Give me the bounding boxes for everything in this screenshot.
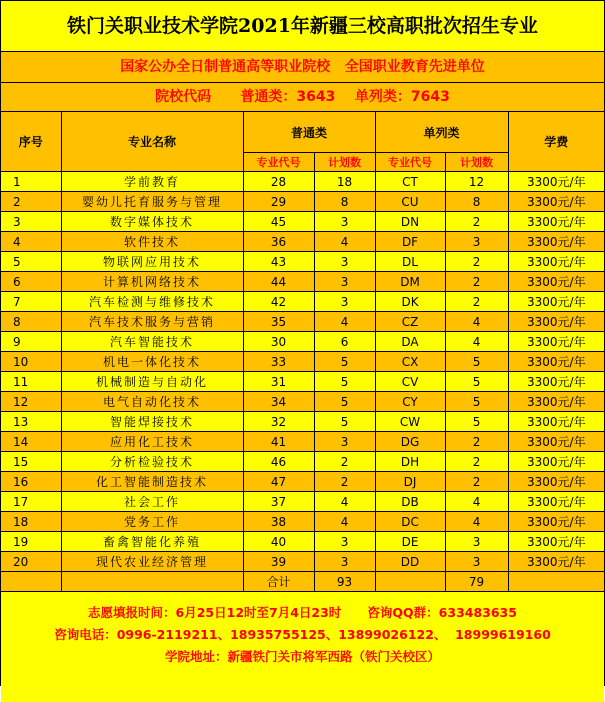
- row-regular-plan: 3: [314, 252, 375, 272]
- row-fee: 3300元/年: [508, 192, 604, 212]
- table-row: [1, 412, 604, 432]
- table-row: [1, 172, 604, 192]
- row-fee: 3300元/年: [508, 292, 604, 312]
- table-row: [1, 512, 604, 532]
- table-row: [1, 372, 604, 392]
- row-fee: 3300元/年: [508, 172, 604, 192]
- row-regular-code: 38: [243, 512, 314, 532]
- row-major-name: 智能焊接技术: [61, 412, 243, 432]
- row-regular-code: 39: [243, 552, 314, 572]
- row-single-code: DN: [375, 212, 445, 232]
- row-regular-plan: 18: [314, 172, 375, 192]
- row-single-plan: 5: [445, 392, 508, 412]
- row-regular-plan: 4: [314, 512, 375, 532]
- row-single-code: DJ: [375, 472, 445, 492]
- row-regular-plan: 3: [314, 212, 375, 232]
- single-code: 单列类：7643: [354, 89, 450, 105]
- table-row: [1, 272, 604, 292]
- row-seq: 20: [1, 552, 61, 572]
- row-single-plan: 5: [445, 412, 508, 432]
- row-single-code: CX: [375, 352, 445, 372]
- row-regular-plan: 3: [314, 532, 375, 552]
- row-regular-plan: 5: [314, 412, 375, 432]
- header-name: 专业名称: [61, 112, 243, 172]
- row-single-code: DM: [375, 272, 445, 292]
- table-row: [1, 432, 604, 452]
- header-single-plan: 计划数: [445, 153, 508, 172]
- row-seq: 18: [1, 512, 61, 532]
- row-fee: 3300元/年: [508, 472, 604, 492]
- rows-body: [1, 172, 604, 572]
- row-single-plan: 2: [445, 472, 508, 492]
- row-regular-plan: 3: [314, 552, 375, 572]
- row-single-plan: 3: [445, 552, 508, 572]
- row-major-name: 应用化工技术: [61, 432, 243, 452]
- row-regular-code: 31: [243, 372, 314, 392]
- row-single-code: DL: [375, 252, 445, 272]
- row-fee: 3300元/年: [508, 412, 604, 432]
- row-regular-code: 37: [243, 492, 314, 512]
- row-regular-plan: 3: [314, 272, 375, 292]
- row-major-name: 物联网应用技术: [61, 252, 243, 272]
- row-single-plan: 2: [445, 252, 508, 272]
- table-row: [1, 292, 604, 312]
- row-seq: 15: [1, 452, 61, 472]
- row-single-code: DF: [375, 232, 445, 252]
- row-fee: 3300元/年: [508, 452, 604, 472]
- table-row: [1, 312, 604, 332]
- row-single-plan: 4: [445, 492, 508, 512]
- row-seq: 6: [1, 272, 61, 292]
- row-fee: 3300元/年: [508, 232, 604, 252]
- row-single-code: CV: [375, 372, 445, 392]
- row-fee: 3300元/年: [508, 432, 604, 452]
- row-single-plan: 2: [445, 212, 508, 232]
- row-single-plan: 2: [445, 432, 508, 452]
- row-single-plan: 4: [445, 312, 508, 332]
- row-regular-code: 44: [243, 272, 314, 292]
- header-single-code: 专业代号: [375, 153, 445, 172]
- row-single-code: DH: [375, 452, 445, 472]
- row-single-code: CY: [375, 392, 445, 412]
- row-single-code: CZ: [375, 312, 445, 332]
- total-label: 合计: [243, 572, 314, 592]
- row-regular-code: 32: [243, 412, 314, 432]
- row-major-name: 软件技术: [61, 232, 243, 252]
- row-seq: 12: [1, 392, 61, 412]
- row-major-name: 数字媒体技术: [61, 212, 243, 232]
- row-seq: 3: [1, 212, 61, 232]
- row-single-plan: 12: [445, 172, 508, 192]
- row-regular-plan: 5: [314, 392, 375, 412]
- row-regular-plan: 3: [314, 432, 375, 452]
- table-row: [1, 232, 604, 252]
- row-regular-code: 29: [243, 192, 314, 212]
- row-regular-code: 34: [243, 392, 314, 412]
- table-row: [1, 252, 604, 272]
- row-seq: 4: [1, 232, 61, 252]
- row-single-plan: 8: [445, 192, 508, 212]
- row-fee: 3300元/年: [508, 312, 604, 332]
- row-single-plan: 3: [445, 532, 508, 552]
- row-regular-code: 36: [243, 232, 314, 252]
- row-seq: 13: [1, 412, 61, 432]
- row-regular-code: 47: [243, 472, 314, 492]
- total-empty-code: [375, 572, 445, 592]
- row-regular-plan: 2: [314, 472, 375, 492]
- row-major-name: 机械制造与自动化: [61, 372, 243, 392]
- row-major-name: 计算机网络技术: [61, 272, 243, 292]
- row-single-plan: 5: [445, 372, 508, 392]
- row-single-code: DB: [375, 492, 445, 512]
- row-seq: 8: [1, 312, 61, 332]
- row-regular-plan: 2: [314, 452, 375, 472]
- table-row: [1, 392, 604, 412]
- row-single-code: DK: [375, 292, 445, 312]
- table-row: [1, 352, 604, 372]
- header-single-group: 单列类: [375, 112, 508, 153]
- row-major-name: 化工智能制造技术: [61, 472, 243, 492]
- row-single-plan: 4: [445, 332, 508, 352]
- row-fee: 3300元/年: [508, 392, 604, 412]
- row-single-plan: 4: [445, 512, 508, 532]
- regular-code: 普通类：3643: [240, 89, 336, 105]
- row-regular-plan: 4: [314, 492, 375, 512]
- row-single-code: DG: [375, 432, 445, 452]
- row-fee: 3300元/年: [508, 212, 604, 232]
- row-regular-plan: 4: [314, 312, 375, 332]
- majors-table: [1, 112, 604, 592]
- row-seq: 9: [1, 332, 61, 352]
- row-regular-code: 40: [243, 532, 314, 552]
- row-single-plan: 2: [445, 452, 508, 472]
- row-single-code: DE: [375, 532, 445, 552]
- row-fee: 3300元/年: [508, 532, 604, 552]
- row-single-code: DA: [375, 332, 445, 352]
- row-fee: 3300元/年: [508, 372, 604, 392]
- row-fee: 3300元/年: [508, 352, 604, 372]
- header-regular-code: 专业代号: [243, 153, 314, 172]
- total-row: [1, 572, 604, 592]
- row-regular-plan: 8: [314, 192, 375, 212]
- row-regular-code: 43: [243, 252, 314, 272]
- row-regular-code: 42: [243, 292, 314, 312]
- table-row: [1, 452, 604, 472]
- header-regular-plan: 计划数: [314, 153, 375, 172]
- table-row: [1, 472, 604, 492]
- row-single-plan: 5: [445, 352, 508, 372]
- row-regular-code: 28: [243, 172, 314, 192]
- row-regular-code: 33: [243, 352, 314, 372]
- row-fee: 3300元/年: [508, 492, 604, 512]
- row-regular-code: 30: [243, 332, 314, 352]
- row-major-name: 党务工作: [61, 512, 243, 532]
- table-row: [1, 212, 604, 232]
- table-row: [1, 492, 604, 512]
- row-seq: 16: [1, 472, 61, 492]
- row-single-plan: 2: [445, 272, 508, 292]
- table-row: [1, 332, 604, 352]
- row-major-name: 汽车技术服务与营销: [61, 312, 243, 332]
- row-single-code: CU: [375, 192, 445, 212]
- table-row: [1, 552, 604, 572]
- page-title: 铁门关职业技术学院2021年新疆三校高职批次招生专业: [1, 1, 604, 52]
- institution-codes: [1, 83, 604, 112]
- row-major-name: 学前教育: [61, 172, 243, 192]
- header-seq: 序号: [1, 112, 61, 172]
- row-regular-code: 41: [243, 432, 314, 452]
- row-seq: 10: [1, 352, 61, 372]
- row-regular-plan: 6: [314, 332, 375, 352]
- row-single-code: DC: [375, 512, 445, 532]
- total-single: 79: [445, 572, 508, 592]
- header-regular-group: 普通类: [243, 112, 375, 153]
- row-fee: 3300元/年: [508, 332, 604, 352]
- row-major-name: 现代农业经济管理: [61, 552, 243, 572]
- row-seq: 19: [1, 532, 61, 552]
- row-major-name: 汽车检测与维修技术: [61, 292, 243, 312]
- row-seq: 2: [1, 192, 61, 212]
- row-regular-code: 46: [243, 452, 314, 472]
- row-fee: 3300元/年: [508, 272, 604, 292]
- row-regular-plan: 3: [314, 292, 375, 312]
- header-fee: 学费: [508, 112, 604, 172]
- subtitle: 国家公办全日制普通高等职业院校 全国职业教育先进单位: [1, 52, 604, 83]
- footer-address: 学院地址：新疆铁门关市将军西路（铁门关校区）: [164, 649, 440, 664]
- row-single-code: CT: [375, 172, 445, 192]
- total-empty-name: [61, 572, 243, 592]
- row-regular-code: 45: [243, 212, 314, 232]
- row-fee: 3300元/年: [508, 252, 604, 272]
- row-regular-plan: 5: [314, 352, 375, 372]
- table-row: [1, 532, 604, 552]
- codes-label: 院校代码: [155, 89, 212, 105]
- row-major-name: 机电一体化技术: [61, 352, 243, 372]
- row-single-code: CW: [375, 412, 445, 432]
- row-single-plan: 3: [445, 232, 508, 252]
- row-single-code: DD: [375, 552, 445, 572]
- row-seq: 14: [1, 432, 61, 452]
- row-seq: 17: [1, 492, 61, 512]
- row-regular-code: 35: [243, 312, 314, 332]
- row-seq: 7: [1, 292, 61, 312]
- footer-application-time: 志愿填报时间：6月25日12时至7月4日23时 咨询QQ群：633483635: [88, 605, 517, 620]
- row-major-name: 分析检验技术: [61, 452, 243, 472]
- row-major-name: 婴幼儿托育服务与管理: [61, 192, 243, 212]
- row-fee: 3300元/年: [508, 512, 604, 532]
- table-row: [1, 192, 604, 212]
- row-major-name: 畜禽智能化养殖: [61, 532, 243, 552]
- total-empty-seq: [1, 572, 61, 592]
- total-regular: 93: [314, 572, 375, 592]
- row-fee: 3300元/年: [508, 552, 604, 572]
- total-empty-fee: [508, 572, 604, 592]
- row-seq: 5: [1, 252, 61, 272]
- header-row: [1, 112, 604, 153]
- row-major-name: 汽车智能技术: [61, 332, 243, 352]
- row-seq: 11: [1, 372, 61, 392]
- row-regular-plan: 4: [314, 232, 375, 252]
- row-regular-plan: 5: [314, 372, 375, 392]
- footer-phone: 咨询电话：0996-2119211、18935755125、13899026122、 18999619160: [54, 627, 551, 642]
- row-seq: 1: [1, 172, 61, 192]
- row-single-plan: 2: [445, 292, 508, 312]
- row-major-name: 社会工作: [61, 492, 243, 512]
- row-major-name: 电气自动化技术: [61, 392, 243, 412]
